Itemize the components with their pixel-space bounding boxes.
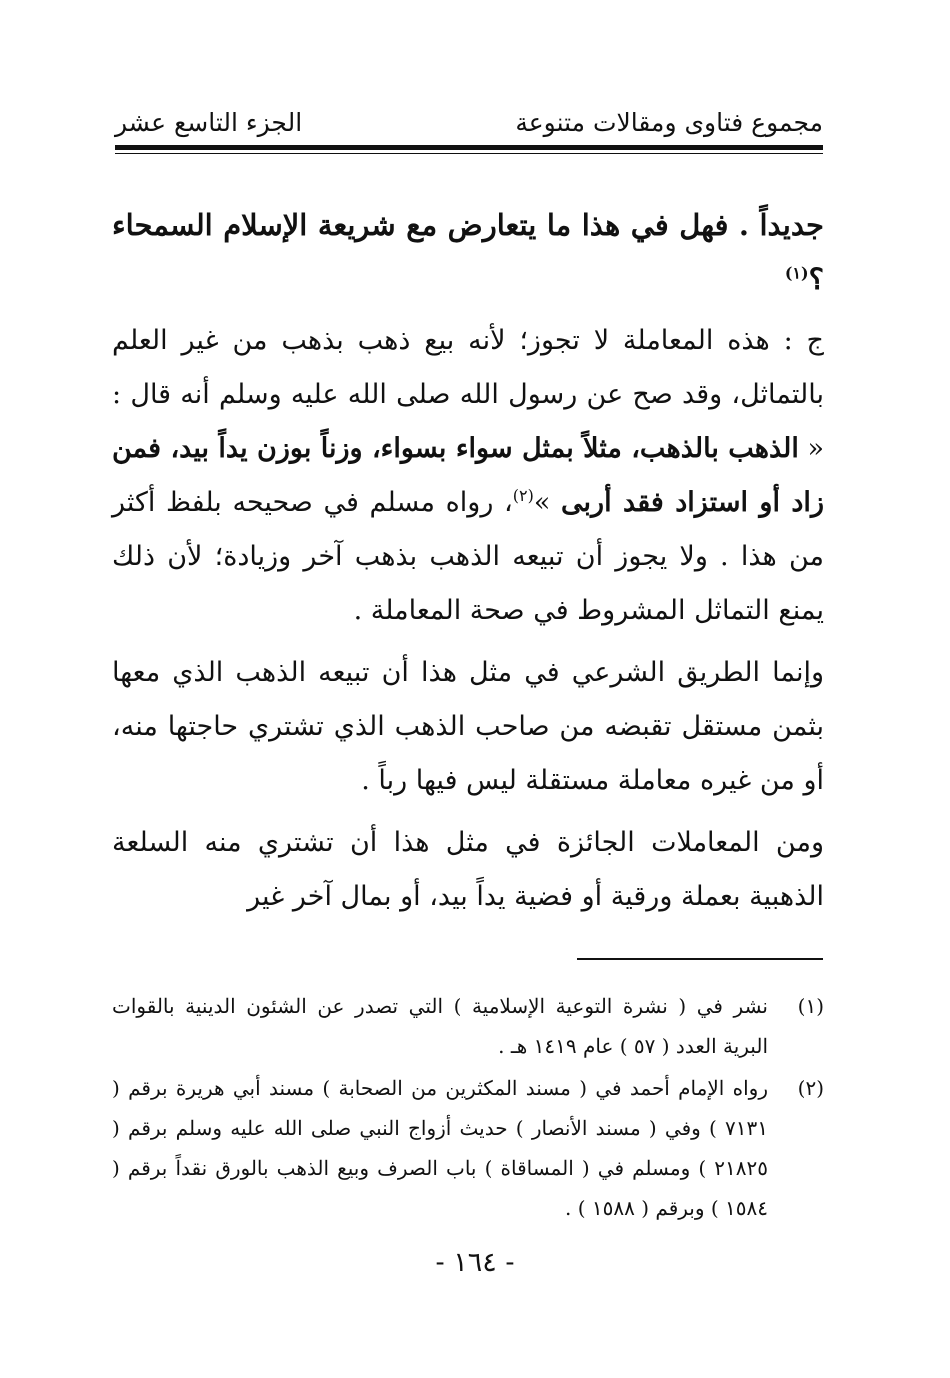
hadith-quote: الذهب بالذهب، مثلاً بمثل سواء بسواء، وزناً بوزن يداً بيد، فمن زاد أو استزاد فقد أربى	[112, 433, 824, 518]
main-text	[112, 198, 824, 932]
header-rule-thin	[115, 153, 823, 154]
footnote-text: رواه الإمام أحمد في ( مسند المكثرين من الصحابة ) مسند أبي هريرة برقم ( ٧١٣١ ) وفي ( مسند الأنصار ) حديث أزواج النبي صلى الله عليه وسلم برقم ( ٢١٨٢٥ ) ومسلم في ( المساقاة ) باب الصرف وبيع الذهب بالورق نقداً برقم ( ١٥٨٤ ) وبرقم ( ١٥٨٨ ) .	[112, 1076, 768, 1220]
question-paragraph	[112, 198, 824, 306]
hadith-quote-close: »	[533, 487, 562, 518]
answer-rest: ، رواه مسلم في صحيحه بلفظ أكثر من هذا . ولا يجوز أن تبيعه الذهب بذهب آخر وزيادة؛ لأن ذلك يمنع التماثل المشروط في صحة المعاملة .	[112, 487, 824, 626]
footnote-ref-1: (١)	[784, 263, 809, 283]
footnote-number: (٢)	[797, 1076, 824, 1100]
footnote-number: (١)	[797, 994, 824, 1018]
question-text: جديداً . فهل في هذا ما يتعارض مع شريعة الإسلام السمحاء ؟	[112, 208, 824, 296]
footnotes	[112, 986, 824, 1230]
page-number: - ١٦٤ -	[435, 1247, 515, 1278]
footnote-item	[112, 1068, 824, 1228]
answer-paragraph-1	[112, 314, 824, 638]
answer-paragraph-2: وإنما الطريق الشرعي في مثل هذا أن تبيعه الذهب الذي معها بثمن مستقل تقبضه من صاحب الذهب الذي تشتري حاجتها منه، أو من غيره معاملة مستقلة ليس فيها رباً .	[112, 657, 824, 796]
answer-intro: ج : هذه المعاملة لا تجوز؛ لأنه بيع ذهب بذهب من غير العلم بالتماثل، وقد صح عن رسول الله صلى الله عليه وسلم أنه قال : «	[112, 325, 824, 464]
header-rule-thick	[115, 145, 823, 150]
volume-label: الجزء التاسع عشر	[115, 108, 303, 137]
footnote-text: نشر في ( نشرة التوعية الإسلامية ) التي تصدر عن الشئون الدينية بالقوات البرية العدد ( ٥٧ ) عام ١٤١٩ هـ .	[112, 994, 768, 1058]
footnote-item	[112, 986, 824, 1066]
footnote-ref-2: (٢)	[512, 486, 534, 505]
running-header	[115, 108, 823, 138]
footnote-separator	[577, 958, 823, 960]
answer-paragraph-3: ومن المعاملات الجائزة في مثل هذا أن تشتري منه السلعة الذهبية بعملة ورقية أو فضية يداً بيد، أو بمال آخر غير	[112, 827, 824, 912]
book-title: مجموع فتاوى ومقالات متنوعة	[515, 108, 823, 137]
